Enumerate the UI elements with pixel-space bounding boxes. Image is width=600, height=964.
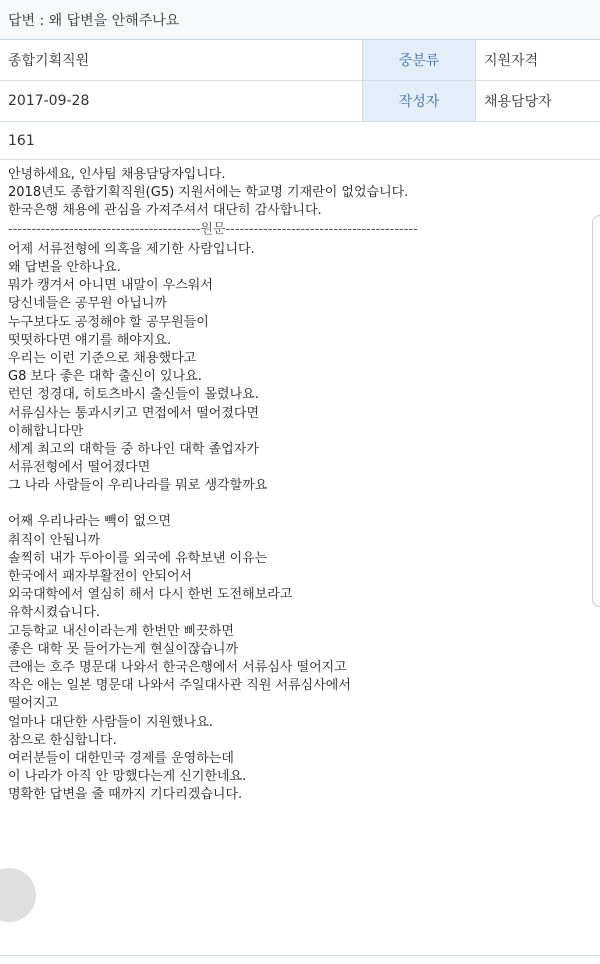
original-line: 고등학교 내신이라는게 한번만 삐끗하면 [8,623,234,639]
post-title: 답변 : 왜 답변을 안해주나요 [8,12,180,29]
original-line: 솔찍히 내가 두아이를 외국에 유학보낸 이유는 [8,550,268,566]
meta-row-category [0,40,600,81]
original-line: 큰애는 호주 명문대 나와서 한국은행에서 서류심사 떨어지고 [8,659,347,675]
original-line: 우리는 이런 기준으로 채용했다고 [8,350,197,366]
post-title-bar [0,0,600,40]
original-line: 어제 서류전형에 의혹을 제기한 사람입니다. [8,241,255,257]
original-line: 런던 정경대, 히토츠바시 출신들이 몰렸나요. [8,387,259,403]
post-meta-table [0,40,600,122]
scrollbar-handle[interactable] [592,215,600,607]
original-line: 얼마나 대단한 사람들이 지원했나요. [8,714,213,730]
view-count-row [0,122,600,160]
original-line: 이 나라가 아직 안 망했다는게 신기한네요. [8,769,247,785]
paragraph-gap [8,495,588,511]
subcategory-label: 중분류 [363,40,476,81]
original-line: 서류전형에서 떨어졌다면 [8,460,151,476]
view-count: 161 [8,132,35,149]
floating-action-button[interactable] [0,868,36,922]
post-body [8,158,588,804]
original-line: 여러분들이 대한민국 경제를 운영하는데 [8,750,234,766]
original-line: 참으로 한심합니다. [8,732,117,748]
original-line: 외국대학에서 열심히 해서 다시 한번 도전해보라고 [8,587,293,603]
category-value: 종합기획직원 [0,40,363,81]
post-date: 2017-09-28 [0,81,363,122]
original-line: 그 나라 사람들이 우리나라를 뭐로 생각할까요 [8,478,268,494]
original-line: 한국에서 패자부활전이 안되어서 [8,569,193,584]
original-line: 작은 애는 일본 명문대 나와서 주일대사관 직원 서류심사에서 [8,678,351,694]
reply-line: 2018년도 종합기획직원(G5) 지원서에는 학교명 기재란이 없었습니다. [8,185,409,201]
subcategory-value: 지원자격 [476,40,600,81]
original-line: 취직이 안됩니까 [8,532,101,548]
reply-line: 안녕하세요, 인사팀 채용담당자입니다. [8,167,226,182]
original-line: 왜 답변을 안하나요. [8,260,121,275]
meta-row-date [0,81,600,122]
original-paragraph-2 [8,513,588,804]
original-line: 떳떳하다면 얘기를 해야지요. [8,332,172,348]
original-line: 누구보다도 공정해야 할 공무원들이 [8,314,209,330]
author-value: 채용담당자 [476,81,600,122]
original-paragraph-1 [8,241,588,496]
original-line: 뭐가 캥겨서 아니면 내말이 우스워서 [8,278,213,294]
author-label: 작성자 [363,81,476,122]
original-line: 명확한 답변을 줄 때까지 기다리겠습니다. [8,787,243,803]
bottom-divider [0,955,600,956]
original-line: 당신네들은 공무원 아닙니까 [8,296,167,312]
original-line: 서류심사는 통과시키고 면접에서 떨어졌다면 [8,405,259,421]
original-line: 세계 최고의 대학들 중 하나인 대학 졸업자가 [8,441,259,457]
original-line: 이해합니다만 [8,423,84,439]
original-line: 유학시켰습니다. [8,605,101,621]
original-line: G8 보다 좋은 대학 출신이 있나요. [8,369,202,385]
original-line: 떨어지고 [8,696,59,712]
original-separator: -----------------------------------------원문----------------------------------------- [8,221,418,237]
original-line: 어째 우리나라는 빽이 없으면 [8,514,172,530]
original-line: 좋은 대학 못 들어가는게 현실이잖습니까 [8,641,239,657]
reply-line: 한국은행 채용에 관심을 가져주셔서 대단히 감사합니다. [8,203,322,219]
